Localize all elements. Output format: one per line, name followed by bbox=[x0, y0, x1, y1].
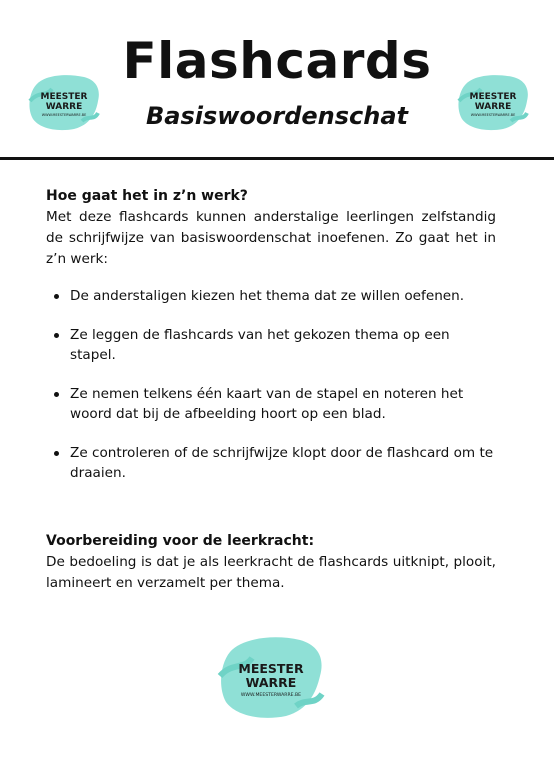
list-item bbox=[46, 384, 496, 424]
bullet-icon bbox=[54, 333, 59, 338]
section-intro: Met deze flashcards kunnen anderstalige leerlingen zelfstandig de schrijfwijze van basiswoordenschat inoefenen. Zo gaat het in z’n werk: bbox=[46, 209, 496, 267]
list-item bbox=[46, 443, 496, 483]
main-content bbox=[46, 186, 496, 594]
list-item-text: Ze nemen telkens één kaart van de stapel en noteren het woord dat bij de afbeelding hoort op een blad. bbox=[70, 386, 464, 422]
logo-url: WWW.MEESTERWARRE.BE bbox=[240, 693, 302, 698]
list-item-text: De anderstaligen kiezen het thema dat ze willen oefenen. bbox=[70, 288, 465, 304]
page-title: Flashcards bbox=[122, 32, 432, 90]
logo-text-line2: WARRE bbox=[45, 102, 83, 112]
list-item bbox=[46, 286, 496, 306]
page-subtitle: Basiswoordenschat bbox=[145, 102, 409, 130]
bullet-icon bbox=[54, 451, 59, 456]
logo-bottom bbox=[216, 632, 326, 722]
page-header bbox=[0, 0, 554, 160]
logo-text-line1: MEESTER bbox=[469, 92, 517, 102]
list-item-text: Ze controleren of de schrijfwijze klopt door de flashcard om te draaien. bbox=[70, 445, 494, 481]
list-item-text: Ze leggen de flashcards van het gekozen thema op een stapel. bbox=[70, 327, 450, 363]
logo-text-line2: WARRE bbox=[245, 675, 297, 690]
logo-right bbox=[455, 71, 531, 133]
bullet-icon bbox=[54, 294, 59, 299]
section-prep-text: De bedoeling is dat je als leerkracht de flashcards uitknipt, plooit, lamineert en verzamelt per thema. bbox=[46, 554, 496, 591]
logo-url: WWW.MEESTERWARRE.BE bbox=[470, 113, 516, 117]
bullet-icon bbox=[54, 392, 59, 397]
section-heading-how: Hoe gaat het in z’n werk? bbox=[46, 188, 248, 204]
logo-text-line2: WARRE bbox=[474, 102, 512, 112]
logo-url: WWW.MEESTERWARRE.BE bbox=[41, 113, 87, 117]
logo-text-line1: MEESTER bbox=[238, 661, 304, 676]
header-divider bbox=[0, 157, 554, 160]
list-item bbox=[46, 325, 496, 365]
logo-text-line1: MEESTER bbox=[40, 92, 88, 102]
section-heading-prep: Voorbereiding voor de leerkracht: bbox=[46, 533, 315, 549]
steps-list bbox=[46, 286, 496, 483]
